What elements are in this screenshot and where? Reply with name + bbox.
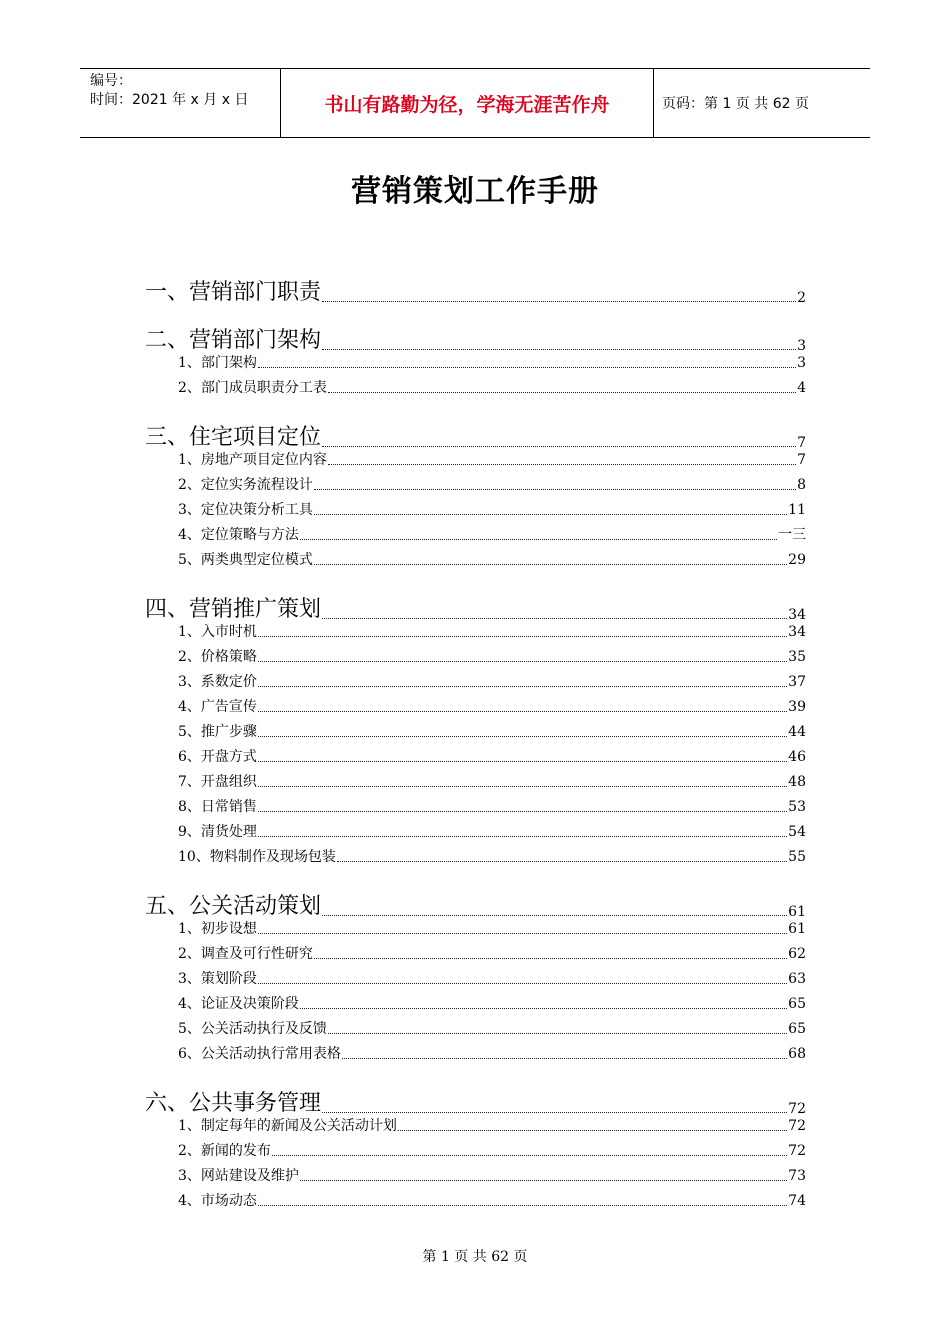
- toc-leader-dots: [314, 564, 787, 565]
- toc-leader-dots: [258, 661, 787, 662]
- toc-entry[interactable]: [178, 696, 806, 716]
- toc-entry-page: 62: [788, 946, 806, 962]
- toc-leader-dots: [314, 489, 796, 490]
- toc-entry-page: 63: [788, 971, 806, 987]
- toc-entry[interactable]: [145, 589, 806, 623]
- toc-entry[interactable]: [178, 499, 806, 519]
- toc-entry-page: 39: [788, 699, 806, 715]
- toc-entry[interactable]: [178, 968, 806, 988]
- toc-entry[interactable]: [145, 417, 806, 451]
- toc-entry[interactable]: [178, 621, 806, 641]
- page-header: [80, 68, 870, 138]
- toc-entry-title: 4、广告宣传: [178, 699, 257, 715]
- toc-entry-title: 2、调查及可行性研究: [178, 946, 313, 962]
- toc-entry[interactable]: [178, 821, 806, 841]
- toc-entry-title: 1、部门架构: [178, 355, 257, 371]
- toc-entry-title: 3、系数定价: [178, 674, 257, 690]
- toc-entry-title: 5、公关活动执行及反馈: [178, 1021, 327, 1037]
- toc-entry-page: 46: [788, 749, 806, 765]
- toc-entry-title: 6、公关活动执行常用表格: [178, 1046, 341, 1062]
- toc-entry[interactable]: [178, 918, 806, 938]
- toc-leader-dots: [314, 958, 787, 959]
- page-footer: 第 1 页 共 62 页: [422, 1249, 528, 1265]
- toc-entry-page: 68: [788, 1046, 806, 1062]
- toc-entry-title: 3、网站建设及维护: [178, 1168, 299, 1184]
- number-label: 编号：: [90, 73, 132, 89]
- toc-entry[interactable]: [178, 1018, 806, 1038]
- toc-entry[interactable]: [145, 320, 806, 354]
- toc-entry-title: 4、论证及决策阶段: [178, 996, 299, 1012]
- toc-leader-dots: [300, 539, 777, 540]
- toc-entry[interactable]: [178, 993, 806, 1013]
- toc-entry-page: 11: [788, 502, 806, 518]
- toc-entry-page: 48: [788, 774, 806, 790]
- toc-entry-title: 3、策划阶段: [178, 971, 257, 987]
- header-motto: 书山有路勤为径，学海无涯苦作舟: [280, 69, 654, 137]
- toc-entry-title: 2、价格策略: [178, 649, 257, 665]
- toc-leader-dots: [258, 1205, 787, 1206]
- toc-leader-dots: [328, 464, 796, 465]
- toc-leader-dots: [342, 1058, 787, 1059]
- header-meta: [80, 69, 280, 137]
- toc-entry-page: 4: [797, 380, 806, 396]
- toc-entry-page: 61: [788, 904, 806, 920]
- toc-entry-title: 8、日常销售: [178, 799, 257, 815]
- toc-entry-title: 4、定位策略与方法: [178, 527, 299, 543]
- toc-entry[interactable]: [178, 1043, 806, 1063]
- toc-entry-title: 4、市场动态: [178, 1193, 257, 1209]
- toc-leader-dots: [258, 736, 787, 737]
- toc-entry-page: 44: [788, 724, 806, 740]
- toc-entry-title: 1、房地产项目定位内容: [178, 452, 327, 468]
- toc-entry-page: 53: [788, 799, 806, 815]
- toc-entry-title: 2、新闻的发布: [178, 1143, 271, 1159]
- toc-entry-page: 73: [788, 1168, 806, 1184]
- toc-entry-page: 61: [788, 921, 806, 937]
- toc-entry[interactable]: [178, 671, 806, 691]
- toc-entry-title: 一、营销部门职责: [145, 280, 322, 305]
- toc-entry[interactable]: [178, 1140, 806, 1160]
- toc-entry-page: 一三: [778, 527, 806, 543]
- toc-entry[interactable]: [178, 524, 806, 544]
- toc-leader-dots: [322, 446, 796, 447]
- toc-entry-title: 10、物料制作及现场包装: [178, 849, 336, 865]
- toc-leader-dots: [398, 1130, 787, 1131]
- toc-entry-page: 54: [788, 824, 806, 840]
- toc-entry[interactable]: [178, 1115, 806, 1135]
- toc-entry-title: 5、推广步骤: [178, 724, 257, 740]
- toc-leader-dots: [258, 786, 787, 787]
- toc-leader-dots: [258, 367, 796, 368]
- toc-entry[interactable]: [178, 746, 806, 766]
- toc-leader-dots: [300, 1008, 787, 1009]
- toc-entry-page: 72: [788, 1101, 806, 1117]
- toc-entry-title: 9、清货处理: [178, 824, 257, 840]
- toc-leader-dots: [322, 301, 796, 302]
- toc-entry-title: 5、两类典型定位模式: [178, 552, 313, 568]
- toc-entry[interactable]: [145, 1083, 806, 1117]
- toc-leader-dots: [322, 915, 787, 916]
- toc-entry-page: 8: [797, 477, 806, 493]
- toc-entry-page: 7: [797, 452, 806, 468]
- toc-entry-page: 37: [788, 674, 806, 690]
- toc-entry[interactable]: [178, 846, 806, 866]
- toc-entry-title: 四、营销推广策划: [145, 597, 322, 622]
- toc-entry-page: 3: [797, 355, 806, 371]
- toc-leader-dots: [328, 392, 796, 393]
- toc-leader-dots: [322, 349, 796, 350]
- toc-entry-page: 72: [788, 1143, 806, 1159]
- toc-entry[interactable]: [178, 352, 806, 372]
- toc-leader-dots: [258, 933, 787, 934]
- toc-entry-page: 3: [797, 338, 806, 354]
- toc-leader-dots: [258, 983, 787, 984]
- toc-entry[interactable]: [178, 646, 806, 666]
- toc-leader-dots: [258, 636, 787, 637]
- toc-entry-title: 1、制定每年的新闻及公关活动计划: [178, 1118, 397, 1134]
- toc-entry[interactable]: [178, 549, 806, 569]
- toc-entry-page: 29: [788, 552, 806, 568]
- toc-entry[interactable]: [145, 886, 806, 920]
- toc-entry[interactable]: [178, 796, 806, 816]
- toc-entry-page: 35: [788, 649, 806, 665]
- toc-entry-title: 3、定位决策分析工具: [178, 502, 313, 518]
- toc-entry[interactable]: [178, 1165, 806, 1185]
- toc-entry-page: 2: [797, 290, 806, 306]
- toc-entry-page: 74: [788, 1193, 806, 1209]
- toc-leader-dots: [272, 1155, 787, 1156]
- toc-entry-title: 二、营销部门架构: [145, 328, 322, 353]
- time-label: 时间：2021 年 x 月 x 日: [90, 92, 249, 108]
- toc-leader-dots: [314, 514, 787, 515]
- toc-entry[interactable]: [178, 377, 806, 397]
- toc-entry-page: 34: [788, 607, 806, 623]
- toc-entry-title: 五、公关活动策划: [145, 894, 322, 919]
- toc-entry-title: 2、定位实务流程设计: [178, 477, 313, 493]
- toc-entry-title: 7、开盘组织: [178, 774, 257, 790]
- toc-leader-dots: [258, 836, 787, 837]
- toc-entry-page: 7: [797, 435, 806, 451]
- toc-leader-dots: [258, 686, 787, 687]
- toc-entry-title: 2、部门成员职责分工表: [178, 380, 327, 396]
- toc-entry-title: 6、开盘方式: [178, 749, 257, 765]
- toc-entry[interactable]: [178, 943, 806, 963]
- toc-entry-page: 72: [788, 1118, 806, 1134]
- toc-entry-title: 1、入市时机: [178, 624, 257, 640]
- toc-entry-page: 65: [788, 1021, 806, 1037]
- toc-entry-page: 55: [788, 849, 806, 865]
- toc-leader-dots: [337, 861, 787, 862]
- header-page-info: 页码：第 1 页 共 62 页: [662, 96, 809, 112]
- toc-entry[interactable]: [178, 721, 806, 741]
- toc-entry-page: 65: [788, 996, 806, 1012]
- toc-entry-title: 三、住宅项目定位: [145, 425, 322, 450]
- toc-leader-dots: [258, 761, 787, 762]
- toc-entry-title: 六、公共事务管理: [145, 1091, 322, 1116]
- toc-leader-dots: [328, 1033, 787, 1034]
- toc-leader-dots: [258, 811, 787, 812]
- toc-entry-title: 1、初步设想: [178, 921, 257, 937]
- toc-leader-dots: [300, 1180, 787, 1181]
- toc-entry[interactable]: [178, 474, 806, 494]
- toc-leader-dots: [322, 1112, 787, 1113]
- toc-entry[interactable]: [145, 272, 806, 306]
- toc-entry[interactable]: [178, 1190, 806, 1210]
- toc-entry-page: 34: [788, 624, 806, 640]
- toc-entry[interactable]: [178, 771, 806, 791]
- toc-leader-dots: [258, 711, 787, 712]
- toc-leader-dots: [322, 618, 787, 619]
- document-title: 营销策划工作手册: [351, 174, 599, 209]
- toc-entry[interactable]: [178, 449, 806, 469]
